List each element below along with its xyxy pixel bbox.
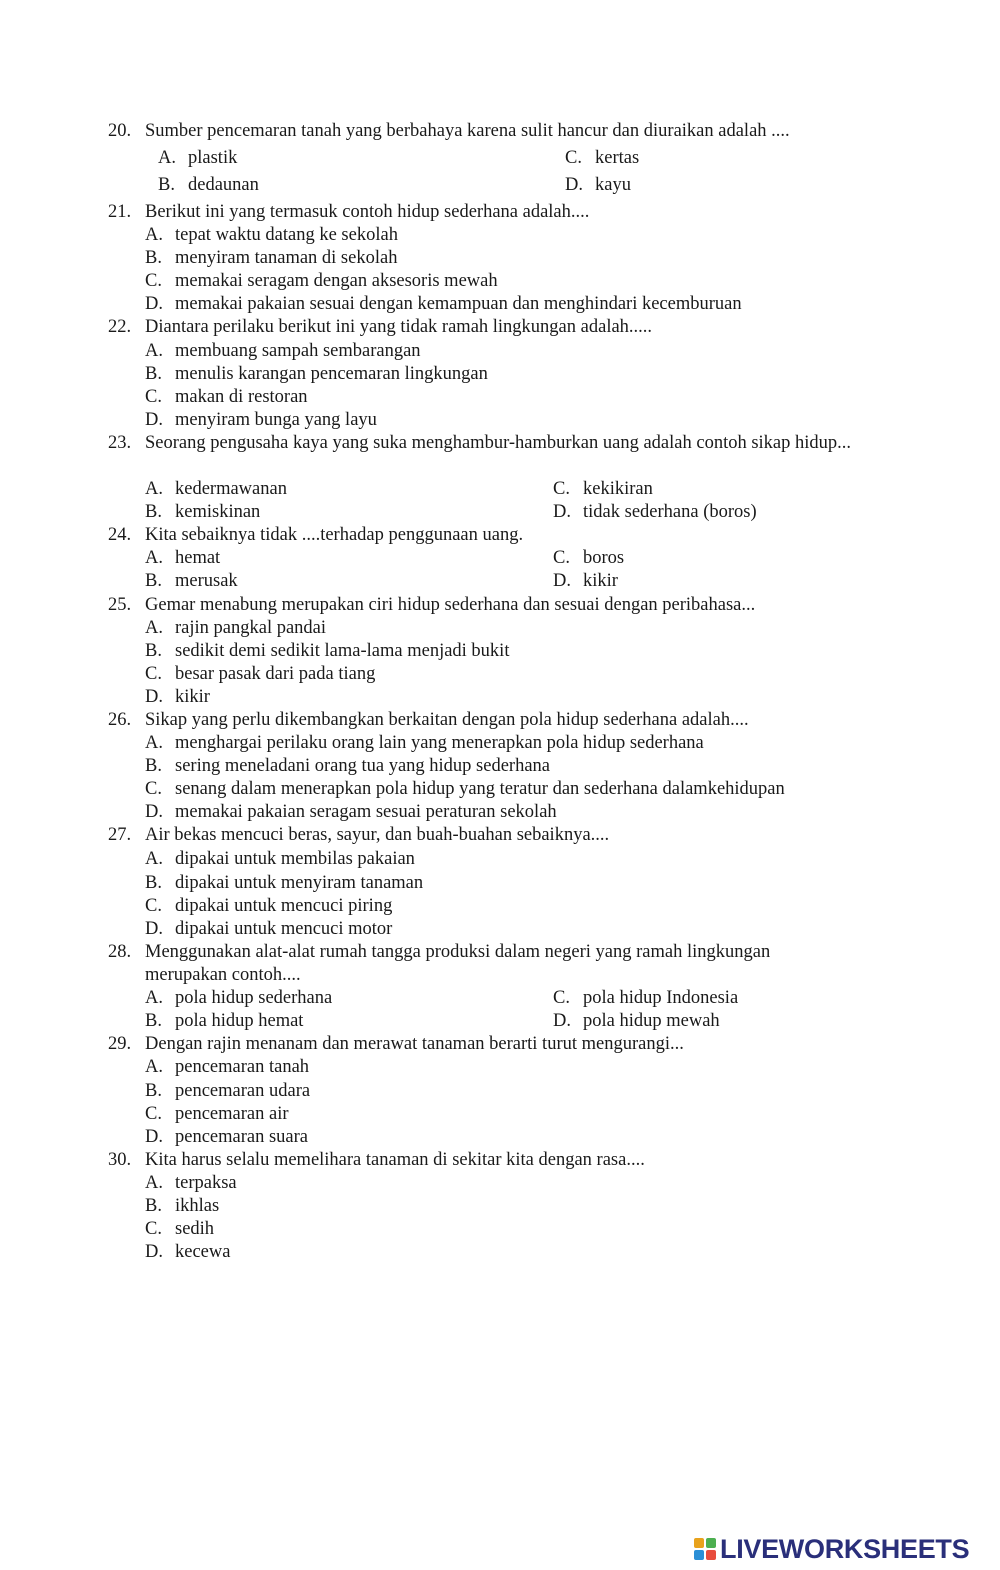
option-text: memakai seragam dengan aksesoris mewah	[175, 271, 498, 291]
option-26b[interactable]	[145, 755, 550, 778]
option-letter: D.	[145, 919, 163, 939]
option-29d[interactable]	[145, 1126, 308, 1149]
option-30d[interactable]	[145, 1241, 230, 1264]
option-letter: A.	[145, 341, 163, 361]
question-26	[108, 709, 749, 732]
option-letter: D.	[565, 175, 583, 195]
option-letter: C.	[145, 1104, 162, 1124]
option-letter: B.	[145, 571, 162, 591]
question-27	[108, 824, 609, 847]
option-25a[interactable]	[145, 617, 326, 640]
option-text: pola hidup mewah	[583, 1011, 720, 1031]
option-21d[interactable]	[145, 293, 742, 316]
option-text: dipakai untuk mencuci motor	[175, 919, 393, 939]
option-letter: D.	[145, 410, 163, 430]
option-text: sering meneladani orang tua yang hidup sederhana	[175, 756, 551, 776]
option-text: tepat waktu datang ke sekolah	[175, 225, 398, 245]
option-letter: B.	[145, 1081, 162, 1101]
option-text: kekikiran	[583, 479, 653, 499]
option-25d[interactable]	[145, 686, 210, 709]
option-text: ikhlas	[175, 1196, 220, 1216]
option-letter: C.	[553, 479, 570, 499]
option-text: menyiram bunga yang layu	[175, 410, 377, 430]
question-text: Kita harus selalu memelihara tanaman di sekitar kita dengan rasa....	[145, 1150, 645, 1170]
option-26c[interactable]	[145, 778, 785, 801]
option-letter: A.	[145, 1173, 163, 1193]
option-24b[interactable]	[145, 570, 238, 593]
option-letter: A.	[145, 1057, 163, 1077]
question-number: 30.	[108, 1150, 132, 1170]
option-text: kedermawanan	[175, 479, 287, 499]
option-letter: B.	[145, 756, 162, 776]
option-22d[interactable]	[145, 409, 377, 432]
option-text: dipakai untuk mencuci piring	[175, 896, 393, 916]
option-letter: A.	[145, 618, 163, 638]
option-22c[interactable]	[145, 386, 308, 409]
option-text: rajin pangkal pandai	[175, 618, 327, 638]
option-letter: A.	[145, 225, 163, 245]
question-number: 23.	[108, 433, 132, 453]
option-30b[interactable]	[145, 1195, 219, 1218]
option-letter: C.	[145, 387, 162, 407]
option-29b[interactable]	[145, 1080, 310, 1103]
option-text: boros	[583, 548, 625, 568]
question-30	[108, 1149, 645, 1172]
option-27a[interactable]	[145, 848, 415, 871]
option-text: pencemaran air	[175, 1104, 289, 1124]
option-letter: C.	[145, 271, 162, 291]
option-letter: B.	[145, 502, 162, 522]
question-number: 20.	[108, 121, 132, 141]
option-letter: A.	[145, 548, 163, 568]
option-23d[interactable]	[553, 501, 757, 524]
option-29c[interactable]	[145, 1103, 289, 1126]
option-24a[interactable]	[145, 547, 220, 570]
question-28	[108, 941, 853, 987]
question-22	[108, 316, 652, 339]
option-30a[interactable]	[145, 1172, 237, 1195]
option-letter: A.	[145, 988, 163, 1008]
option-text: sedih	[175, 1219, 215, 1239]
question-text: Diantara perilaku berikut ini yang tidak ramah lingkungan adalah.....	[145, 317, 653, 337]
option-letter: D.	[145, 1242, 163, 1262]
option-text: memakai pakaian seragam sesuai peraturan sekolah	[175, 802, 557, 822]
option-24c[interactable]	[553, 547, 624, 570]
option-letter: C.	[553, 548, 570, 568]
option-20a[interactable]	[158, 147, 237, 170]
question-23	[108, 432, 853, 455]
option-text: sedikit demi sedikit lama-lama menjadi bukit	[175, 641, 510, 661]
option-letter: D.	[145, 802, 163, 822]
question-text: Gemar menabung merupakan ciri hidup sederhana dan sesuai dengan peribahasa...	[145, 595, 756, 615]
option-letter: B.	[145, 641, 162, 661]
option-text: membuang sampah sembarangan	[175, 341, 421, 361]
option-20b[interactable]	[158, 174, 259, 197]
option-text: pola hidup hemat	[175, 1011, 304, 1031]
question-number: 26.	[108, 710, 132, 730]
option-text: dedaunan	[188, 175, 259, 195]
option-letter: D.	[145, 294, 163, 314]
question-29	[108, 1033, 684, 1056]
option-letter: C.	[145, 896, 162, 916]
question-21	[108, 201, 589, 224]
option-23a[interactable]	[145, 478, 287, 501]
question-text: Menggunakan alat-alat rumah tangga produksi dalam negeri yang ramah lingkungan merupakan contoh....	[145, 942, 771, 985]
option-text: kikir	[583, 571, 618, 591]
question-number: 22.	[108, 317, 132, 337]
option-letter: A.	[145, 479, 163, 499]
question-number: 21.	[108, 202, 132, 222]
logo-text: LIVEWORKSHEETS	[720, 1533, 970, 1564]
question-number: 24.	[108, 525, 132, 545]
option-letter: D.	[145, 687, 163, 707]
option-text: tidak sederhana (boros)	[583, 502, 757, 522]
option-letter: C.	[145, 664, 162, 684]
option-26d[interactable]	[145, 801, 557, 824]
option-21b[interactable]	[145, 247, 397, 270]
option-20c[interactable]	[565, 147, 639, 170]
question-24	[108, 524, 523, 547]
option-letter: D.	[553, 1011, 571, 1031]
question-number: 29.	[108, 1034, 132, 1054]
option-23c[interactable]	[553, 478, 653, 501]
option-letter: B.	[145, 364, 162, 384]
option-28a[interactable]	[145, 987, 332, 1010]
option-letter: B.	[145, 248, 162, 268]
option-letter: D.	[553, 571, 571, 591]
option-22b[interactable]	[145, 363, 488, 386]
question-number: 27.	[108, 825, 132, 845]
option-27b[interactable]	[145, 872, 423, 895]
option-text: besar pasak dari pada tiang	[175, 664, 376, 684]
option-text: makan di restoran	[175, 387, 308, 407]
option-28d[interactable]	[553, 1010, 720, 1033]
question-20	[108, 120, 790, 143]
option-text: plastik	[188, 148, 238, 168]
question-text: Dengan rajin menanam dan merawat tanaman berarti turut mengurangi...	[145, 1034, 684, 1054]
option-text: terpaksa	[175, 1173, 237, 1193]
option-text: dipakai untuk menyiram tanaman	[175, 873, 424, 893]
option-text: hemat	[175, 548, 221, 568]
option-text: dipakai untuk membilas pakaian	[175, 849, 415, 869]
option-letter: C.	[145, 779, 162, 799]
option-21a[interactable]	[145, 224, 398, 247]
option-text: kertas	[595, 148, 640, 168]
option-27c[interactable]	[145, 895, 392, 918]
option-text: kecewa	[175, 1242, 231, 1262]
option-letter: C.	[145, 1219, 162, 1239]
option-letter: D.	[553, 502, 571, 522]
option-text: kayu	[595, 175, 631, 195]
option-27d[interactable]	[145, 918, 392, 941]
option-letter: B.	[145, 1196, 162, 1216]
option-letter: D.	[145, 1127, 163, 1147]
option-29a[interactable]	[145, 1056, 309, 1079]
question-text: Kita sebaiknya tidak ....terhadap penggunaan uang.	[145, 525, 524, 545]
question-text: Seorang pengusaha kaya yang suka menghambur-hamburkan uang adalah contoh sikap hidup...	[145, 433, 852, 453]
option-text: merusak	[175, 571, 238, 591]
option-30c[interactable]	[145, 1218, 214, 1241]
option-letter: B.	[145, 1011, 162, 1031]
option-text: kikir	[175, 687, 210, 707]
question-text: Sumber pencemaran tanah yang berbahaya karena sulit hancur dan diuraikan adalah ....	[145, 121, 790, 141]
question-number: 28.	[108, 942, 132, 962]
option-text: menghargai perilaku orang lain yang menerapkan pola hidup sederhana	[175, 733, 704, 753]
option-text: pola hidup Indonesia	[583, 988, 739, 1008]
option-letter: A.	[145, 849, 163, 869]
option-letter: A.	[145, 733, 163, 753]
option-25c[interactable]	[145, 663, 375, 686]
question-25	[108, 594, 755, 617]
option-text: pola hidup sederhana	[175, 988, 333, 1008]
question-text: Sikap yang perlu dikembangkan berkaitan dengan pola hidup sederhana adalah....	[145, 710, 749, 730]
question-text: Berikut ini yang termasuk contoh hidup sederhana adalah....	[145, 202, 590, 222]
option-24d[interactable]	[553, 570, 618, 593]
option-text: menyiram tanaman di sekolah	[175, 248, 398, 268]
option-text: pencemaran tanah	[175, 1057, 310, 1077]
option-23b[interactable]	[145, 501, 260, 524]
option-28b[interactable]	[145, 1010, 303, 1033]
option-text: memakai pakaian sesuai dengan kemampuan dan menghindari kecemburuan	[175, 294, 742, 314]
option-letter: C.	[553, 988, 570, 1008]
option-letter: B.	[145, 873, 162, 893]
liveworksheets-logo[interactable]	[694, 1534, 969, 1564]
option-text: senang dalam menerapkan pola hidup yang teratur dan sederhana dalamkehidupan	[175, 779, 785, 799]
option-letter: B.	[158, 175, 175, 195]
option-20d[interactable]	[565, 174, 631, 197]
option-text: pencemaran udara	[175, 1081, 311, 1101]
option-text: pencemaran suara	[175, 1127, 309, 1147]
question-number: 25.	[108, 595, 132, 615]
option-letter: C.	[565, 148, 582, 168]
question-text: Air bekas mencuci beras, sayur, dan buah-buahan sebaiknya....	[145, 825, 610, 845]
option-25b[interactable]	[145, 640, 509, 663]
liveworksheets-mark-icon	[694, 1538, 716, 1560]
option-text: menulis karangan pencemaran lingkungan	[175, 364, 488, 384]
option-letter: A.	[158, 148, 176, 168]
option-22a[interactable]	[145, 340, 421, 363]
option-text: kemiskinan	[175, 502, 261, 522]
option-28c[interactable]	[553, 987, 738, 1010]
option-26a[interactable]	[145, 732, 704, 755]
option-21c[interactable]	[145, 270, 498, 293]
